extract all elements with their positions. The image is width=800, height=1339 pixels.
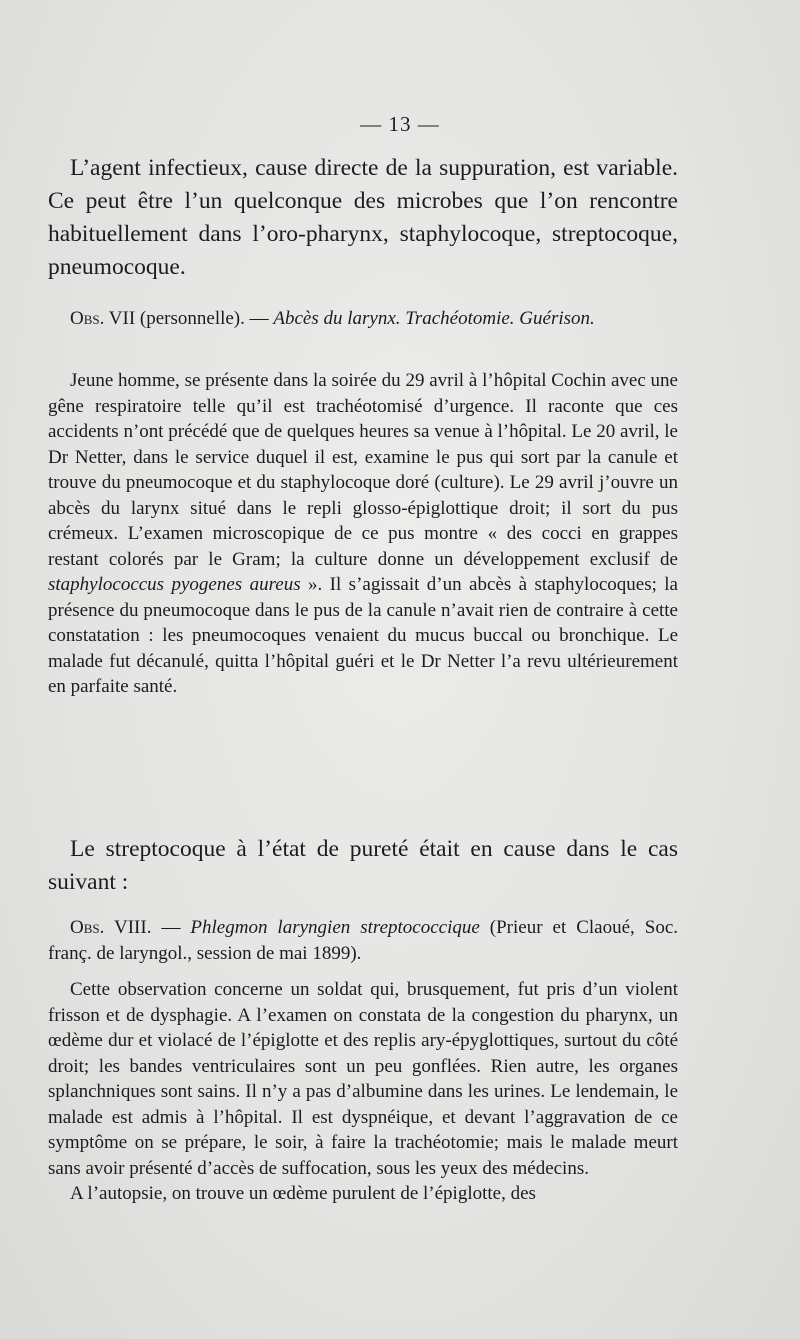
obs8-body2: A l’autopsie, on trouve un œdème purulent de l’épiglotte, des xyxy=(70,1183,536,1204)
transition-text: Le streptocoque à l’état de pureté était en cause dans le cas suivant : xyxy=(48,836,678,895)
obs7-label-suffix: (personnelle). — xyxy=(135,308,274,329)
obs7-body-part1: Jeune homme, se présente dans la soirée du 29 avril à l’hôpital Cochin avec une gêne respiratoire telle qu’il est trachéotomisé d’urgence. Il raconte que ces accidents n’ont précédé que de quelques heures sa venue à l’hôpital. Le 20 avril, le Dr Netter, dans le service duquel il est, examine le pus qui sort par la canule et trouve du pneumocoque et du staphylocoque doré (culture). Le 29 avril j’ouvre un abcès du larynx situé dans le repli glosso-épiglottique droit; il sort du pus crémeux. L’examen microscopique de ce pus montre « des cocci en grappes restant colorés par le Gram; la culture donne un développement exclusif de xyxy=(48,370,678,570)
obs7-label: Obs. VII xyxy=(70,308,136,329)
obs8-body1: Cette observation concerne un soldat qui, brusquement, fut pris d’un violent frisson et de dysphagie. A l’examen on constata de la congestion du pharynx, un œdème dur et violacé de l’épiglotte et des replis ary-épyglottiques, surtout du côté droit; les bandes ventriculaires sont un peu gonflées. Rien autre, les organes splanchniques sont sains. Il n’y a pas d’albumine dans les urines. Le lendemain, le malade est admis à l’hôpital. Il est dyspnéique, et devant l’aggravation de ce symptôme on se prépare, le soir, à faire la trachéotomie; mais le malade meurt sans avoir présenté d’accès de suffocation, sous les yeux des médecins. xyxy=(48,979,678,1179)
obs8-label: Obs. VIII. xyxy=(70,917,152,938)
obs8-title: Phlegmon laryngien streptococcique xyxy=(190,917,480,938)
obs7-title: Abcès du larynx. Trachéotomie. Guérison. xyxy=(273,308,595,329)
obs8-source: (Prieur et Claoué, Soc. franç. de laryngol., session de mai 1899). xyxy=(48,917,678,964)
intro-paragraph xyxy=(48,152,678,284)
observation-8-body xyxy=(48,977,678,1207)
observation-7-heading xyxy=(48,306,678,332)
transition-paragraph xyxy=(48,833,678,899)
obs8-label-suffix: — xyxy=(151,917,191,938)
page-number: — 13 — xyxy=(360,112,440,136)
intro-text: L’agent infectieux, cause directe de la suppuration, est variable. Ce peut être l’un quelconque des microbes que l’on rencontre habituellement dans l’oro-pharynx, staphylocoque, streptocoque, pneumocoque. xyxy=(48,155,678,280)
observation-7-body xyxy=(48,368,678,700)
obs7-body-part2: ». Il s’agissait d’un abcès à staphylocoques; la présence du pneumocoque dans le pus de la canule n’avait rien de contraire à cette constatation : les pneumocoques venaient du mucus buccal ou bronchique. Le malade fut décanulé, quitta l’hôpital guéri et le Dr Netter l’a revu ultérieurement en parfaite santé. xyxy=(48,574,678,697)
obs7-body-italic: staphylococcus pyogenes aureus xyxy=(48,574,301,595)
observation-8-heading xyxy=(48,915,678,966)
